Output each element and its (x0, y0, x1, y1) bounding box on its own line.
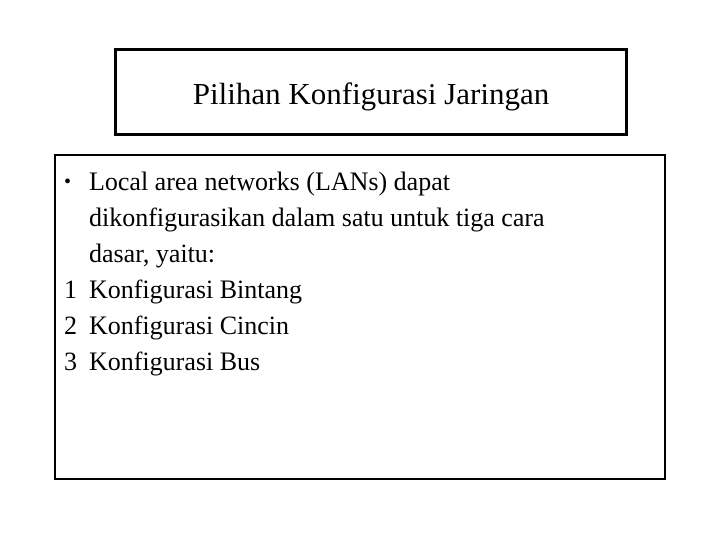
title-box (114, 48, 628, 136)
item-number: 1 (64, 275, 77, 304)
numbered-item (62, 344, 660, 380)
numbered-item (62, 272, 660, 308)
numbered-item (62, 308, 660, 344)
content-list (62, 164, 660, 380)
item-number: 3 (64, 347, 77, 376)
item-text: Konfigurasi Bus (89, 347, 261, 376)
item-text: Konfigurasi Cincin (89, 311, 290, 340)
bullet-item (62, 164, 660, 272)
item-text: Konfigurasi Bintang (89, 275, 303, 304)
item-number: 2 (64, 311, 77, 340)
bullet-line: dasar, yaitu: (89, 239, 216, 268)
bullet-dot-icon: • (64, 171, 72, 193)
content-box (54, 154, 666, 480)
bullet-text (89, 164, 660, 272)
bullet-line: dikonfigurasikan dalam satu untuk tiga cara (89, 203, 545, 232)
bullet-line: Local area networks (LANs) dapat (89, 167, 450, 196)
bullet-marker (62, 164, 89, 202)
slide-title: Pilihan Konfigurasi Jaringan (192, 75, 550, 111)
